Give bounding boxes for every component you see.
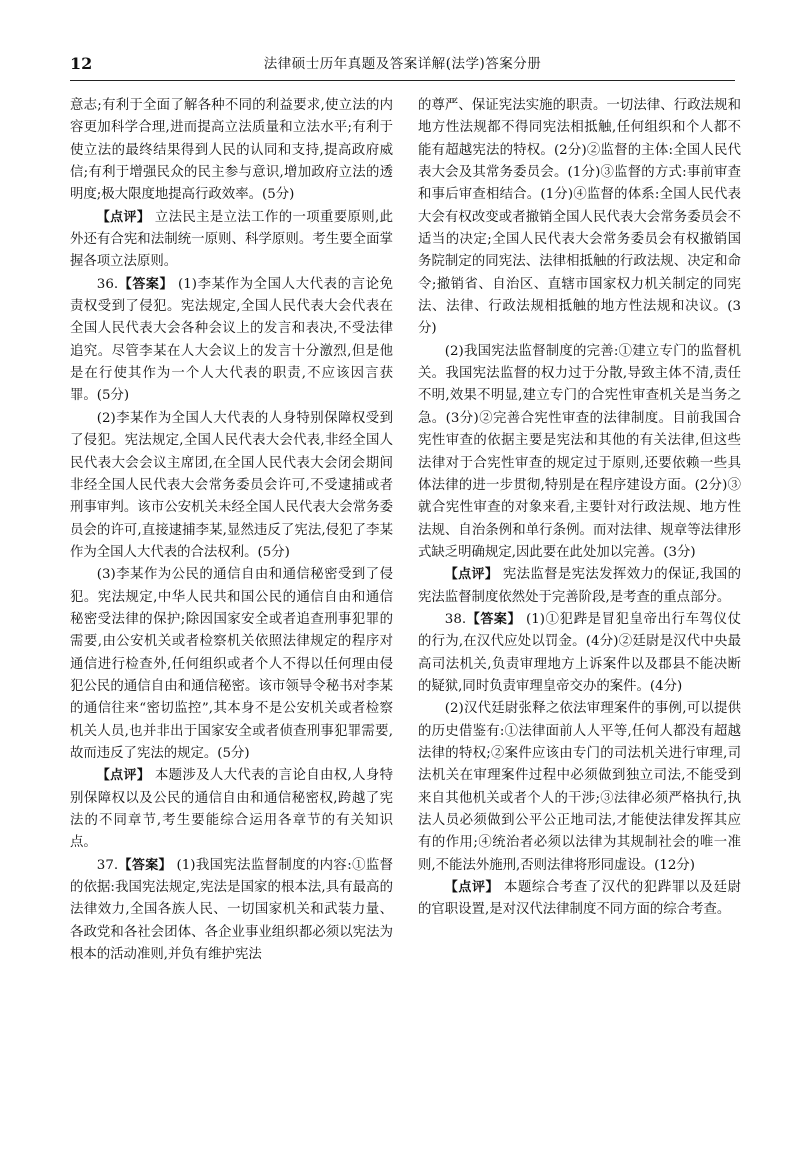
paragraph <box>70 95 393 207</box>
section-label: 【点评】 <box>96 768 151 784</box>
paragraph-text: 本题综合考查了汉代的犯跸罪以及廷尉的官职设置,是对汉代法律制度不同方面的综合考查。 <box>418 880 741 918</box>
paragraph <box>70 408 393 564</box>
left-column <box>70 95 393 966</box>
paragraph <box>70 207 393 274</box>
paragraph-text: (3)李某作为公民的通信自由和通信秘密受到了侵犯。宪法规定,中华人民共和国公民的通信自由和通信秘密受法律的保护;除因国家安全或者追查刑事犯罪的需要,由公安机关或者检察机关依照法律规定的程序对通信进行检查外,任何组织或者个人不得以任何理由侵犯公民的通信自由和通信秘密。该市领导令秘书对李某的通信往来“密切监控”,其本身不是公安机关或者检察机关人员,也并非出于国家安全或者侦查刑事犯罪需要,故而违反了宪法的规定。(5分) <box>70 567 393 761</box>
paragraph-text: 宪法监督是宪法发挥效力的保证,我国的宪法监督制度依然处于完善阶段,是考查的重点部分。 <box>418 567 741 605</box>
paragraph-text: (1)李某作为全国人大代表的言论免责权受到了侵犯。宪法规定,全国人民代表大会代表在全国人民代表大会各种会议上的发言和表决,不受法律追究。尽管李某在人大会议上的发言十分激烈,但是他是在行使其作为一个人大代表的职责,不应该因言获罪。(5分) <box>70 276 393 404</box>
paragraph-text: (2)李某作为全国人大代表的人身特别保障权受到了侵犯。宪法规定,全国人民代表大会代表,非经全国人民代表大会会议主席团,在全国人民代表大会闭会期间非经全国人民代表大会常务委员会许可,不受逮捕或者刑事审判。该市公安机关未经全国人民代表大会常务委员会的许可,直接逮捕李某,显然违反了宪法,侵犯了李某作为全国人大代表的合法权利。(5分) <box>70 410 393 560</box>
paragraph-text: (1)①犯跸是冒犯皇帝出行车驾仪仗的行为,在汉代应处以罚金。(4分)②廷尉是汉代中央最高司法机关,负责审理地方上诉案件以及郡县不能决断的疑狱,同时负责审理皇帝交办的案件。(4分) <box>418 611 741 694</box>
paragraph-text: (2)我国宪法监督制度的完善:①建立专门的监督机关。我国宪法监督的权力过于分散,导致主体不清,责任不明,效果不明显,建立专门的合宪性审查机关是当务之急。(3分)②完善合宪性审查的法律制度。目前我国合宪性审查的依据主要是宪法和其他的有关法律,但这些法律对于合宪性审查的规定过于原则,还要依赖一些具体法律的进一步贯彻,特别是在程序建设方面。(2分)③就合宪性审查的对象来看,主要针对行政法规、地方性法规、自治条例和单行条例。而对法律、规章等法律形式缺乏明确规定,因此要在此处加以完善。(3分) <box>418 343 741 560</box>
paragraph <box>70 564 393 765</box>
paragraph <box>418 877 741 922</box>
paragraph <box>418 609 741 698</box>
paragraph <box>418 698 741 877</box>
page-number: 12 <box>70 54 93 73</box>
paragraph <box>418 341 741 564</box>
section-label: 【点评】 <box>444 567 499 583</box>
paragraph-text: 意志;有利于全面了解各种不同的利益要求,使立法的内容更加科学合理,进而提高立法质量和立法水平;有利于使立法的最终结果得到人民的认同和支持,提高政府威信;有利于增强民众的民主参与意识,增加政府立法的透明度;极大限度地提高行政效率。(5分) <box>70 98 393 203</box>
page-header <box>70 53 735 79</box>
section-label: 【点评】 <box>96 209 151 225</box>
right-column <box>418 95 741 922</box>
header-rule <box>70 80 735 81</box>
section-label: 【答案】 <box>118 276 174 292</box>
running-title: 法律硕士历年真题及答案详解(法学)答案分册 <box>263 56 542 72</box>
paragraph <box>418 95 741 341</box>
paragraph-text: 本题涉及人大代表的言论自由权,人身特别保障权以及公民的通信自由和通信秘密权,跨越了宪法的不同章节,考生要能综合运用各章节的有关知识点。 <box>70 768 393 851</box>
section-label: 【点评】 <box>444 880 500 896</box>
paragraph <box>70 274 393 408</box>
section-label: 【答案】 <box>118 857 172 873</box>
paragraph-text: (2)汉代廷尉张释之依法审理案件的事例,可以提供的历史借鉴有:①法律面前人人平等,任何人都没有超越法律的特权;②案件应该由专门的司法机关进行审理,司法机关在审理案件过程中必须做到独立司法,不能受到来自其他机关或者个人的干涉;③法律必须严格执行,执法人员必须做到公平公正地司法,才能使法律发挥其应有的作用;④统治者必须以法律为其规制社会的唯一准则,不能法外施刑,否则法律将形同虚设。(12分) <box>418 701 741 873</box>
paragraph <box>418 564 741 609</box>
paragraph-text: 的尊严、保证宪法实施的职责。一切法律、行政法规和地方性法规都不得同宪法相抵触,任何组织和个人都不能有超越宪法的特权。(2分)②监督的主体:全国人民代表大会及其常务委员会。(1分)③监督的方式:事前审查和事后审查相结合。(1分)④监督的体系:全国人民代表大会有权改变或者撤销全国人民代表大会常务委员会不适当的决定;全国人民代表大会常务委员会有权撤销国务院制定的同宪法、法律相抵触的行政法规、决定和命令;撤销省、自治区、直辖市国家权力机关制定的同宪法、法律、行政法规相抵触的地方性法规和决议。(3分) <box>418 98 741 337</box>
paragraph-text: 36. <box>96 276 119 292</box>
paragraph-text: 立法民主是立法工作的一项重要原则,此外还有合宪和法制统一原则、科学原则。考生要全面掌握各项立法原则。 <box>70 209 393 270</box>
section-label: 【答案】 <box>466 611 522 627</box>
paragraph-text: (1)我国宪法监督制度的内容:①监督的依据:我国宪法规定,宪法是国家的根本法,具有最高的法律效力,全国各族人民、一切国家机关和武装力量、各政党和各社会团体、各企业事业组织都必须以宪法为根本的活动准则,并负有维护宪法 <box>70 857 393 963</box>
paragraph-text: 38. <box>444 611 467 627</box>
paragraph <box>70 855 393 967</box>
paragraph <box>70 765 393 854</box>
paragraph-text: 37. <box>96 857 119 873</box>
